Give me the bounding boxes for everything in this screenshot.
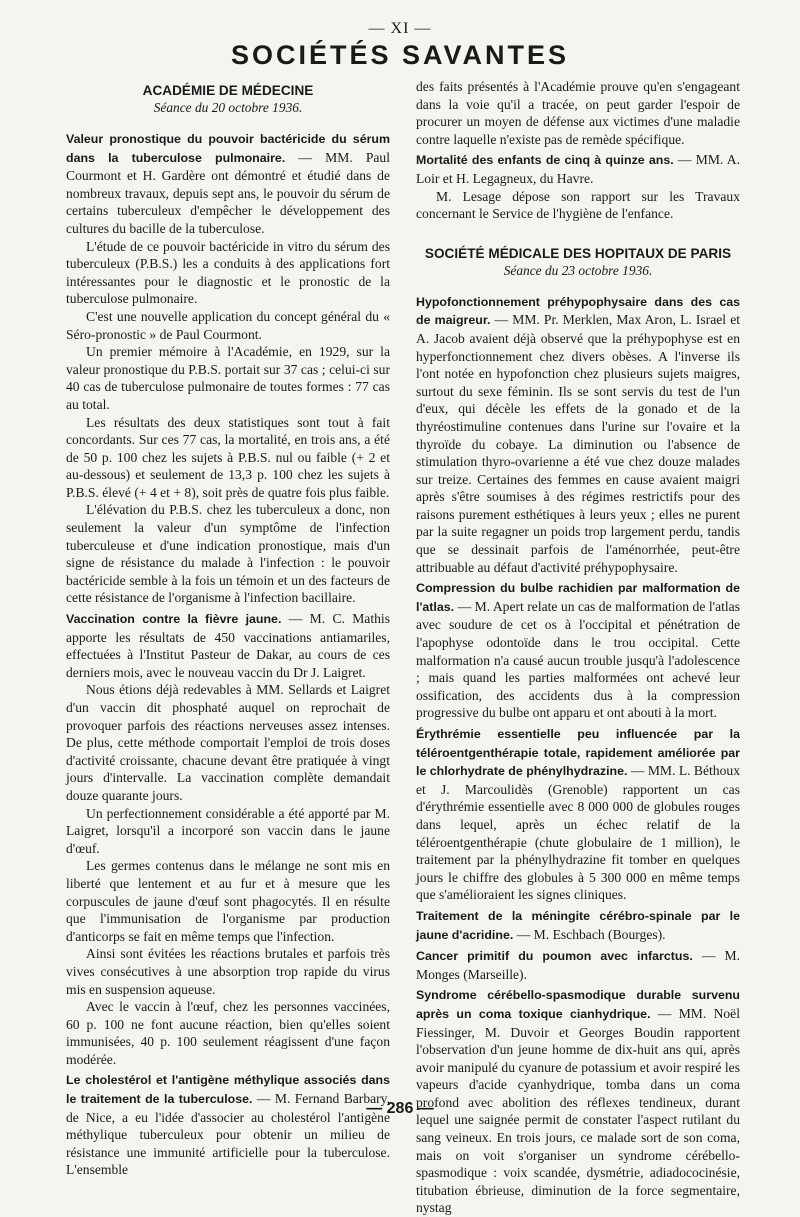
article-heading: Hypofonctionnement préhypophysaire dans des cas de maigreur. — [416, 294, 740, 328]
article-heading: Mortalité des enfants de cinq à quinze ans. — [416, 153, 674, 168]
article-heading: Vaccination contre la fièvre jaune. — [66, 612, 282, 627]
article-fievre-jaune — [66, 610, 390, 681]
section-title-academie: ACADÉMIE DE MÉDECINE — [142, 83, 314, 98]
article-text: — M. Fernand Barbary, de Nice, a eu l'idée d'associer au cholestérol l'antigène méthylique tuberculeux pour obtenir un milieu de résistance une immunité artificielle pour la tuberculose. L'ensemble — [66, 1091, 390, 1178]
session-date-academie: Séance du 20 octobre 1936. — [153, 100, 303, 115]
paragraph: L'élévation du P.B.S. chez les tuberculeux a donc, non seulement la valeur d'un symptôme de l'infection tuberculeuse et d'une indication pronostique, mais d'un signe de résistance du malade à l'infection : le pouvoir bactéricide semble à la fois un témoin et un des facteurs de cette résistance de l'organisme à l'infection bacillaire. — [66, 502, 390, 606]
paragraph: Les germes contenus dans le mélange ne sont mis en liberté que lentement et au fur et à mesure que les corpuscules de jaune d'œuf sont phagocytés. Il en résulte que l'immunisation de l'organisme par production d'anticorps se fait en même temps que l'infection. — [66, 858, 390, 944]
article-text: — MM. Paul Courmont et H. Gardère ont démontré et étudié dans de nombreux travaux, depuis sept ans, le pouvoir du sérum de certains tuberculeux d'empêcher le développement des cultures du bacille de la tuberculose. — [66, 149, 390, 236]
article-heading: Valeur pronostique du pouvoir bactéricide du sérum dans la tuberculose pulmonaire. — [66, 132, 390, 165]
article-compression-bulbe — [416, 579, 740, 722]
page-roman-numeral: — XI — — [368, 20, 432, 37]
paragraph: Les résultats des deux statistiques sont tout à fait concordants. Sur ces 77 cas, la mortalité, en trois ans, a été de 50 p. 100 chez les sujets à P.B.S. nul ou faible (+ 2 et au-dessous) et seulement de 13,3 p. 100 chez les sujets à P.B.S. élevé (+ 4 et + 8), soit près de quatre fois plus faible. — [66, 414, 390, 500]
page-title: SOCIÉTÉS SAVANTES — [230, 40, 570, 70]
paragraph: Avec le vaccin à l'œuf, chez les personnes vaccinées, 60 p. 100 ne font aucune réaction, bien qu'elles soient immunisées, 40 p. 100 seulement réagissent d'une façon modérée. — [66, 999, 390, 1067]
article-erythremie — [416, 725, 740, 904]
article-cholesterol — [66, 1071, 390, 1179]
article-heading: Cancer primitif du poumon avec infarctus. — [416, 949, 693, 964]
left-column — [66, 82, 390, 1179]
article-heading: Syndrome cérébello-spasmodique durable survenu après un coma toxique cianhydrique. — [416, 988, 740, 1021]
article-heading: Érythrémie essentielle peu influencée par la téléroentgenthérapie totale, rapidement améliorée par le chlorhydrate de phénylhydrazine. — [416, 727, 740, 779]
article-heading: Traitement de la méningite cérébro-spinale par le jaune d'acridine. — [416, 908, 740, 942]
article-text: — MM. A. Loir et H. Legagneux, du Havre. — [416, 152, 740, 186]
page-number: — 286 — — [366, 1100, 434, 1117]
paragraph: Un perfectionnement considérable a été apporté par M. Laigret, lorsqu'il a incorporé son vaccin dans le jaune d'œuf. — [66, 805, 390, 856]
right-column — [416, 78, 740, 1217]
paragraph: L'étude de ce pouvoir bactéricide in vitro du sérum des tuberculeux (P.B.S.) les a conduits à des applications fort intéressantes pour le diagnostic et le pronostic de la tuberculose pulmonaire. — [66, 238, 390, 307]
article-cancer-poumon — [416, 947, 740, 983]
article-text: — M. Monges (Marseille). — [416, 948, 741, 982]
paragraph-lesage: M. Lesage dépose son rapport sur les Travaux concernant le Service de l'hygiène de l'enfance. — [416, 188, 740, 222]
paragraph: C'est une nouvelle application du concept général du « Séro-pronostic » de Paul Courmont. — [66, 308, 390, 342]
paragraph: Ainsi sont évitées les réactions brutales et parfois très vives consécutives à une absorption trop rapide du virus mis en suspension aqueuse. — [66, 946, 390, 997]
article-pbs — [66, 130, 390, 238]
article-text: — MM. L. Béthoux et J. Marcoulidès (Grenoble) rapportent un cas d'érythrémie essentielle avec 8 000 000 de globules rouges dans lequel, après un échec relatif de la téléroentgenthérapie (chute globulaire de 1 million), le traitement par la phénylhydrazine fit tomber en quelques jours le chiffre des globules à 5 300 000 en même temps que s'amélioraient les signes cliniques. — [416, 763, 740, 903]
article-heading: Compression du bulbe rachidien par malformation de l'atlas. — [416, 581, 740, 614]
paragraph: Nous étions déjà redevables à MM. Sellards et Laigret d'un vaccin dit phosphaté auquel on reprochait de provoquer parfois des réactions nerveuses assez intenses. De plus, cette méthode comportait l'emploi de trois doses d'activité croissante, chacune devant être pratiquée à vingt jours d'intervalle. La vaccination complète demandait douze quarante jours. — [66, 682, 390, 803]
article-text: — M. Eschbach (Bourges). — [516, 926, 666, 942]
article-meningite — [416, 907, 740, 944]
section-title-hopitaux: SOCIÉTÉ MÉDICALE DES HOPITAUX DE PARIS — [424, 245, 732, 261]
session-date-hopitaux: Séance du 23 octobre 1936. — [503, 262, 653, 278]
paragraph: Un premier mémoire à l'Académie, en 1929, sur la valeur pronostique du P.B.S. portait sur 37 cas ; celui-ci sur 40 cas de tuberculose pulmonaire de toutes formes : 77 cas au total. — [66, 344, 390, 412]
article-text: — MM. Pr. Merklen, Max Aron, L. Israel et A. Jacob avaient déjà observé que la préhypophyse est en hyperfonctionnement chez divers obèses. A l'inverse ils l'ont notée en hypofonction chez plusieurs sujets maigres, surtout du sexe féminin. Ils se sont servis du test de l'un d'eux, qui décèle les effets de la gonado et de la thyréostimuline contenues dans l'urine sur l'ovaire et la thyroïde du cobaye. La diminution ou l'absence de stimulation thyro-ovarienne a été vue chez douze malades sur treize. Certaines des femmes en cause avaient maigri après s'être soumises à des régimes restrictifs pour des raisons purement esthétiques à leurs yeux ; elles ne purent par la suite regagner un poids trop largement perdu, tandis que se dessinait parfois de l'aménorrhée, peut-être attribuable au défaut d'activité préhypophysaire. — [416, 312, 740, 575]
article-hypofonctionnement — [416, 293, 740, 577]
article-heading: Le cholestérol et l'antigène méthylique associés dans le traitement de la tuberculose. — [66, 1073, 390, 1107]
article-text: — M. C. Mathis apporte les résultats de 450 vaccinations antiamariles, effectuées à l'Institut Pasteur de Dakar, au cours de ces derniers mois, avec le nouveau vaccin du Dr J. Laigret. — [66, 611, 390, 680]
article-text: — M. Apert relate un cas de malformation de l'atlas avec soudure de cet os à l'occipital et pénétration de l'apophyse odontoïde dans le trou occipital. Cette malformation n'a causé aucun trouble jusqu'à l'adolescence ; mais quand les parties malformées ont achevé leur ossification, des accidents dus à la compression progressive du bulbe ont apparu et ont abouti à la mort. — [416, 598, 740, 721]
article-text: — MM. Noël Fiessinger, M. Duvoir et Georges Boudin rapportent l'observation d'un jeune homme de dix-huit ans qui, après avoir manipulé du cyanure de potassium et avoir respiré les vapeurs d'acide cyanhydrique, tomba dans un coma profond avec abolition des réflexes tendineux, durant lequel une saignée permit de constater l'aspect rutilant du sang veineux. En trois jours, ce malade sort de son coma, mais on voit s'organiser un syndrome cérébello-spasmodique : voix scandée, dysmétrie, adiadococinésie, titubation ébrieuse, diminution de la force segmentaire, nystag — [416, 1005, 740, 1216]
article-mortalite — [416, 151, 740, 187]
paragraph-continued: des faits présentés à l'Académie prouve qu'en s'engageant dans la voie qu'il a tracée, on peut garder l'espoir de procurer un moyen de défense aux victimes d'une maladie contre laquelle n'existe pas de remède spécifique. — [416, 79, 740, 147]
